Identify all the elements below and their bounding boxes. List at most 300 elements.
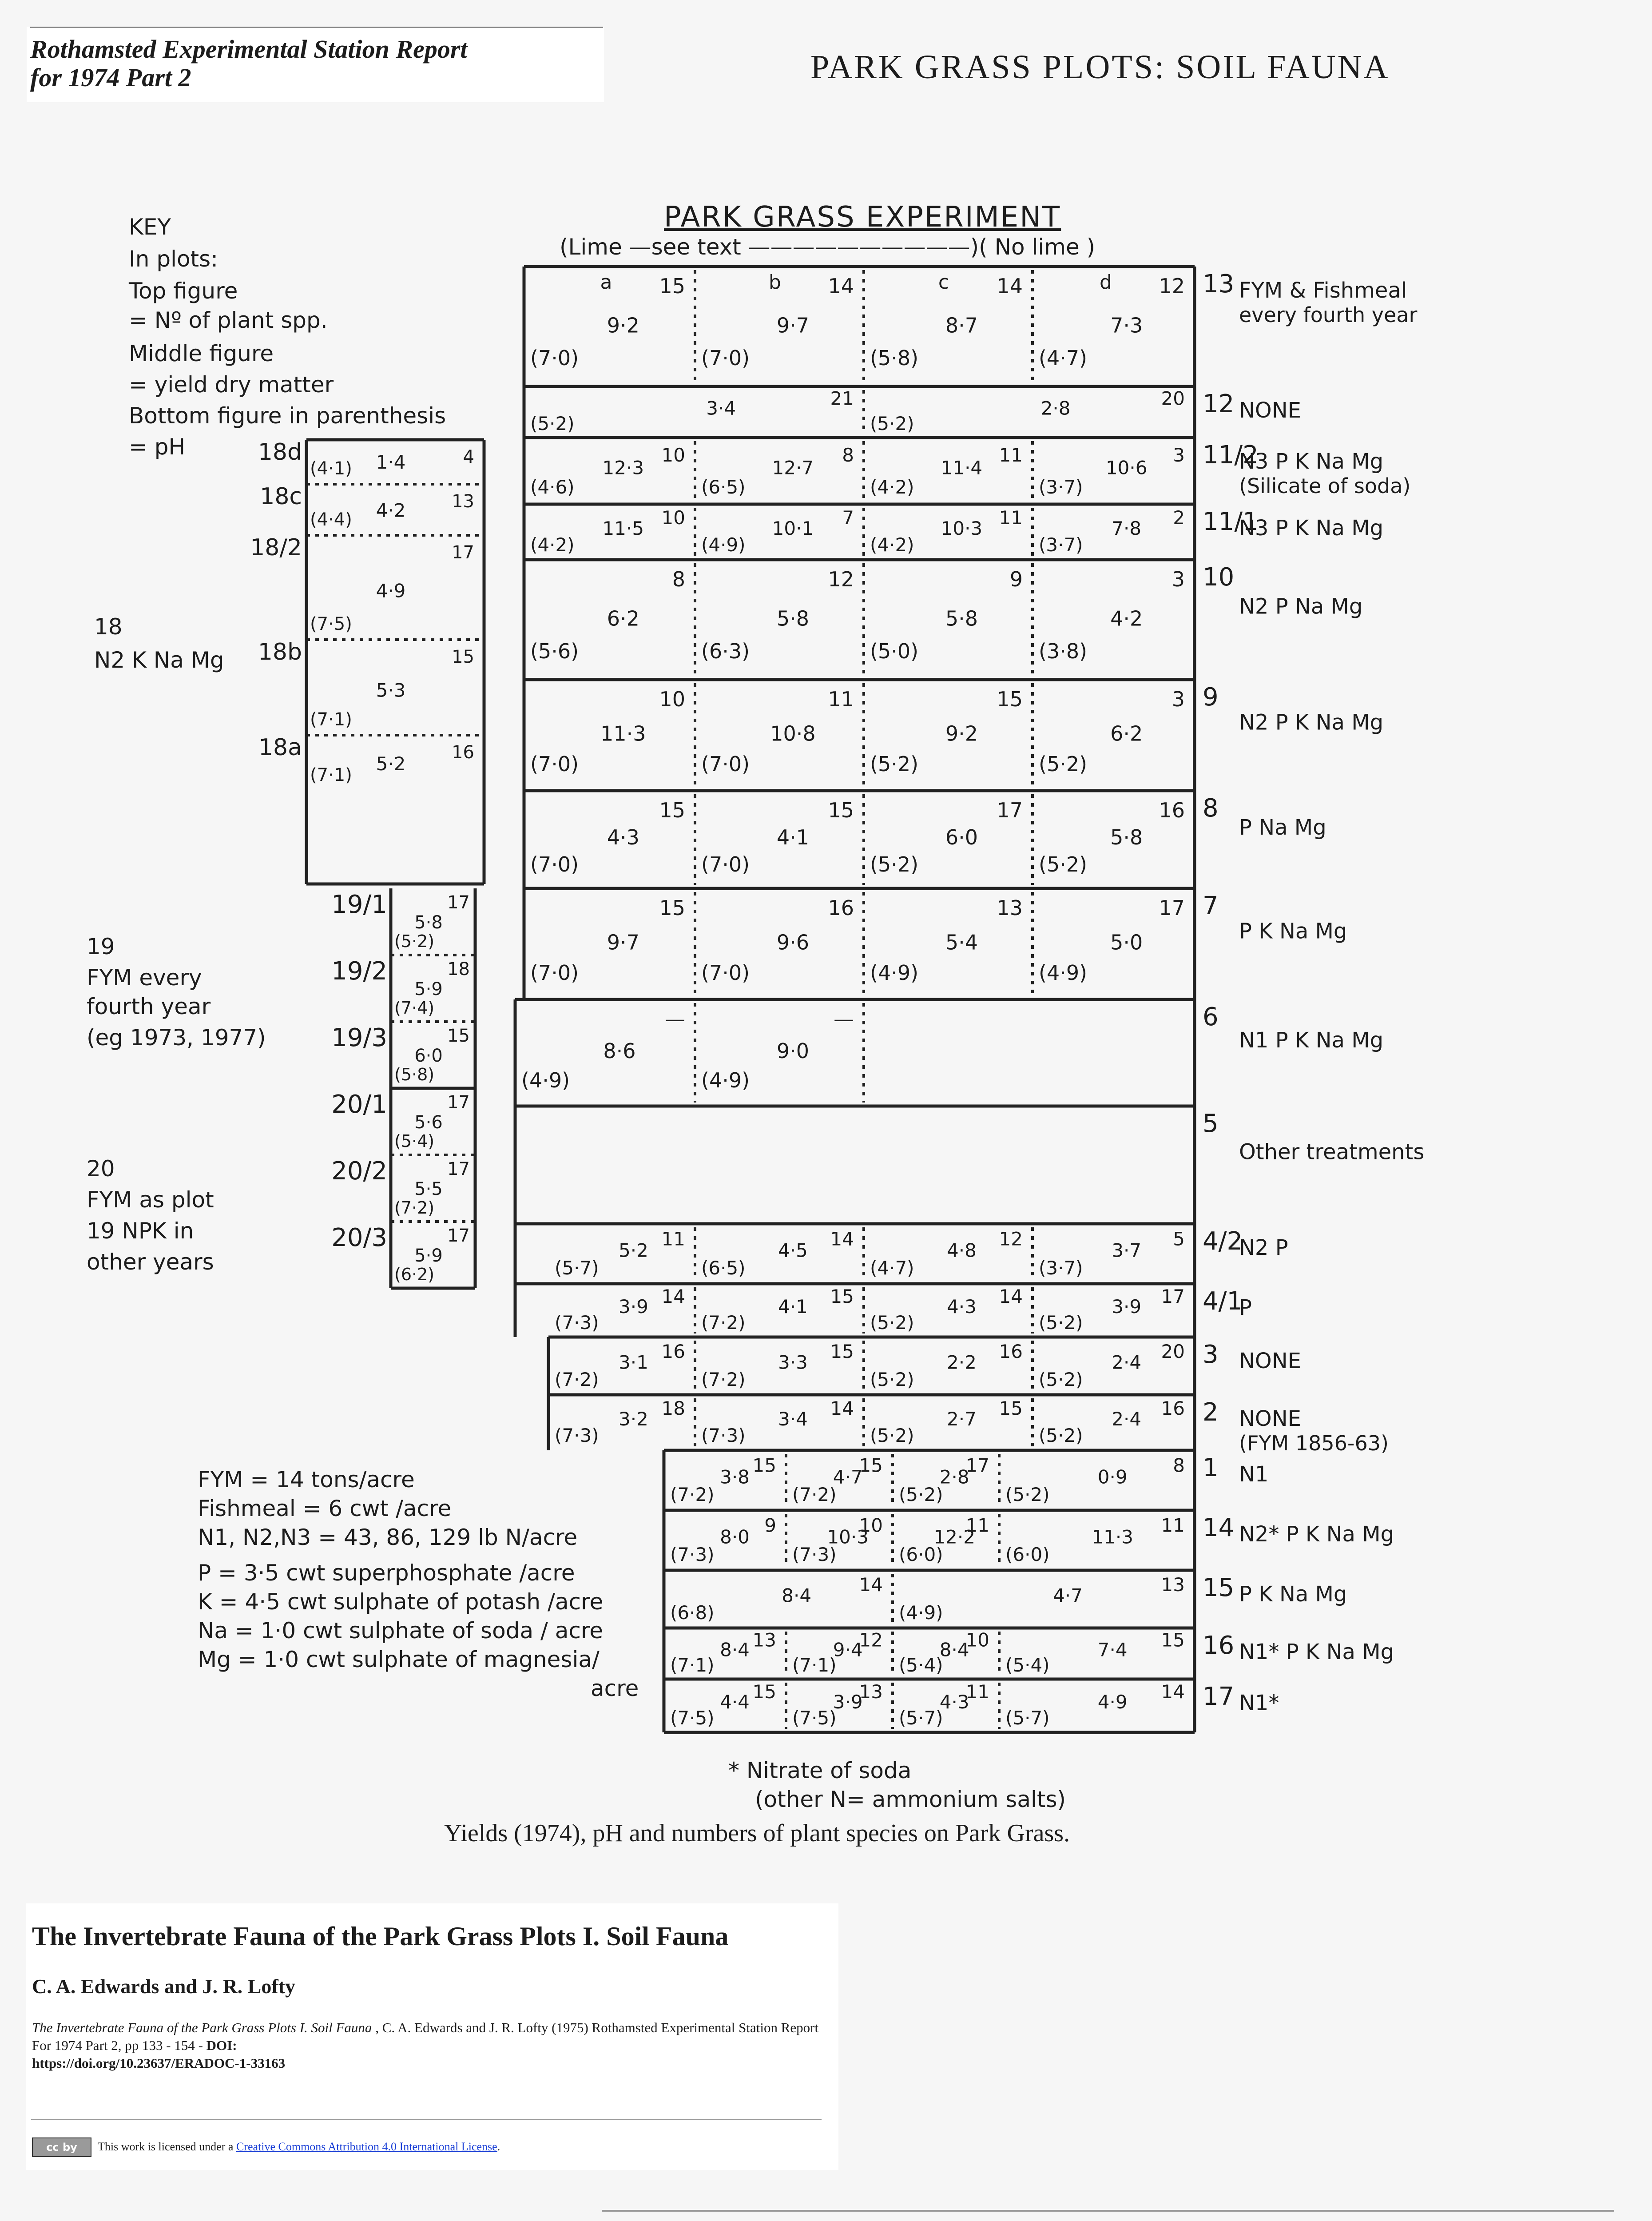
soil-ph: (7·5) — [792, 1707, 837, 1729]
species-count: 11 — [661, 1228, 685, 1250]
species-count: 3 — [1171, 687, 1185, 711]
soil-ph: (7·5) — [670, 1707, 715, 1729]
plot20-desc: other years — [87, 1249, 214, 1275]
subplot-letter-b: b — [769, 271, 781, 294]
soil-ph: (7·3) — [555, 1425, 599, 1446]
soil-ph: (5·2) — [1005, 1484, 1050, 1505]
soil-ph: (5·4) — [394, 1131, 435, 1151]
soil-ph: (5·2) — [899, 1484, 943, 1505]
soil-ph: (7·3) — [555, 1312, 599, 1333]
species-count: 3 — [1171, 567, 1185, 591]
plot-treatment: N1* — [1239, 1691, 1279, 1716]
plot-number: 16 — [1203, 1631, 1235, 1660]
soil-ph: (7·3) — [670, 1544, 715, 1565]
plot-number: 7 — [1203, 892, 1219, 920]
yield-dry-matter: 9·4 — [833, 1639, 863, 1661]
species-count: 15 — [447, 1026, 470, 1046]
plot-number: 6 — [1203, 1003, 1219, 1031]
plot-number: 10 — [1203, 563, 1235, 592]
plot-number: 2 — [1203, 1398, 1219, 1427]
yield-dry-matter: 10·3 — [941, 517, 983, 539]
species-count: 9 — [1009, 567, 1023, 591]
species-count: 17 — [447, 892, 470, 913]
yield-dry-matter: 8·4 — [939, 1639, 969, 1661]
plot-number: 1 — [1203, 1453, 1219, 1482]
plot20-label: 20 — [87, 1156, 115, 1182]
species-count: 17 — [1159, 896, 1185, 920]
license-line — [98, 2140, 500, 2153]
soil-ph: (5·7) — [555, 1257, 599, 1279]
species-count: 15 — [659, 274, 685, 298]
plot-treatment: NONE — [1239, 1349, 1301, 1373]
soil-ph: (5·8) — [394, 1065, 435, 1084]
yield-dry-matter: 7·8 — [1112, 517, 1142, 539]
legend-line: Fishmeal = 6 cwt /acre — [198, 1496, 452, 1521]
yield-dry-matter: 3·9 — [619, 1296, 648, 1317]
yield-dry-matter: 8·6 — [603, 1039, 636, 1063]
species-count: 5 — [1173, 1228, 1185, 1250]
plot-treatment: N2 P — [1239, 1235, 1288, 1260]
soil-ph: (7·0) — [701, 346, 750, 370]
plot18-label: 18 — [94, 614, 123, 640]
key-heading: KEY — [129, 214, 171, 240]
species-count: 13 — [997, 896, 1023, 920]
yield-dry-matter: 0·9 — [1097, 1466, 1128, 1488]
plot-number: 13 — [1203, 270, 1235, 299]
soil-ph: (4·6) — [530, 476, 575, 498]
key-line: = pH — [129, 434, 186, 460]
yield-dry-matter: 10·8 — [770, 721, 816, 746]
yield-dry-matter: 7·4 — [1097, 1639, 1128, 1661]
soil-ph: (4·2) — [870, 534, 914, 556]
species-count: 9 — [764, 1514, 776, 1536]
soil-ph: (5·4) — [1005, 1654, 1050, 1676]
soil-ph: (3·7) — [1039, 476, 1083, 498]
yield-dry-matter: 4·7 — [833, 1466, 863, 1488]
footnote-line1: * Nitrate of soda — [728, 1758, 912, 1783]
species-count: 21 — [830, 387, 854, 410]
side-plot-label: 18d — [258, 439, 302, 466]
species-count: 15 — [1161, 1629, 1185, 1651]
yield-dry-matter: 9·7 — [776, 313, 809, 338]
side-plot-label: 20/3 — [331, 1223, 387, 1252]
article-citation — [32, 2019, 822, 2072]
species-count: 10 — [661, 507, 685, 529]
soil-ph: (6·8) — [670, 1602, 715, 1624]
soil-ph: (4·9) — [701, 534, 746, 556]
legend-line: FYM = 14 tons/acre — [198, 1467, 415, 1493]
legend-line: Mg = 1·0 cwt sulphate of magnesia/ — [198, 1647, 600, 1672]
species-count: 10 — [659, 687, 685, 711]
soil-ph: (4·7) — [1039, 346, 1088, 370]
side-plot-label: 18a — [258, 734, 302, 761]
citation-details: , C. A. Edwards and J. R. Lofty (1975) Rothamsted Experimental Station Report For 1974 Part 2, pp 133 - 154 - — [32, 2020, 819, 2053]
soil-ph: (7·1) — [310, 709, 352, 730]
species-count: — — [665, 1007, 685, 1031]
plot-number: 15 — [1203, 1573, 1235, 1602]
lime-note: (Lime —see text ——————————)( No lime ) — [560, 234, 1096, 260]
species-count: 17 — [997, 798, 1023, 822]
soil-ph: (7·2) — [792, 1484, 837, 1505]
side-plot-label: 18/2 — [250, 534, 302, 561]
side-plot-label: 20/2 — [331, 1157, 387, 1186]
yield-dry-matter: 8·4 — [720, 1639, 750, 1661]
license-rule — [31, 2119, 822, 2120]
yield-dry-matter: 5·8 — [414, 912, 443, 933]
yield-dry-matter: 9·2 — [945, 721, 978, 746]
yield-dry-matter: 5·9 — [414, 1246, 443, 1266]
soil-ph: (4·1) — [310, 458, 352, 479]
yield-dry-matter: 3·4 — [778, 1408, 808, 1430]
article-authors: C. A. Edwards and J. R. Lofty — [32, 1975, 295, 1998]
soil-ph: (6·0) — [1005, 1544, 1050, 1565]
key-line: Top figure — [129, 278, 238, 304]
cc-by-badge[interactable]: cc by — [32, 2137, 91, 2157]
soil-ph: (5·6) — [530, 639, 579, 663]
soil-ph: (5·2) — [1039, 1312, 1083, 1333]
plot-treatment: NONE — [1239, 1406, 1301, 1431]
yield-dry-matter: 3·9 — [1112, 1296, 1142, 1317]
yield-dry-matter: 5·8 — [945, 606, 978, 631]
soil-ph: (7·2) — [394, 1198, 435, 1218]
plot-treatment: N2* P K Na Mg — [1239, 1522, 1394, 1547]
soil-ph: (5·2) — [870, 852, 919, 876]
plot-number: 9 — [1203, 683, 1219, 712]
yield-dry-matter: 4·8 — [947, 1239, 977, 1262]
soil-ph: (7·0) — [530, 752, 579, 776]
yield-dry-matter: 9·7 — [607, 930, 639, 955]
yield-dry-matter: 11·3 — [600, 721, 646, 746]
plot-number: 8 — [1203, 794, 1219, 823]
soil-ph: (5·4) — [899, 1654, 943, 1676]
species-count: 11 — [999, 507, 1023, 529]
plot-treatment-note: (Silicate of soda) — [1239, 474, 1411, 498]
yield-dry-matter: 3·1 — [619, 1351, 648, 1373]
yield-dry-matter: 5·8 — [1110, 825, 1143, 849]
yield-dry-matter: 2·7 — [947, 1408, 977, 1430]
plot-number: 5 — [1203, 1109, 1219, 1138]
yield-dry-matter: 5·2 — [376, 752, 406, 775]
soil-ph: (6·5) — [701, 1257, 746, 1279]
species-count: 15 — [752, 1454, 776, 1477]
key-line: Middle figure — [129, 341, 274, 366]
species-count: 14 — [997, 274, 1023, 298]
yield-dry-matter: 4·4 — [720, 1691, 750, 1713]
yield-dry-matter: 11·4 — [941, 457, 983, 479]
plot-treatment: P K Na Mg — [1239, 1582, 1347, 1607]
subplot-letter-d: d — [1100, 271, 1112, 294]
soil-ph: (7·4) — [394, 998, 435, 1018]
species-count: 20 — [1161, 387, 1185, 410]
soil-ph: (5·2) — [870, 1369, 914, 1390]
soil-ph: (7·3) — [792, 1544, 837, 1565]
species-count: 15 — [859, 1454, 883, 1477]
plot-number: 11/1 — [1203, 507, 1259, 536]
species-count: 15 — [830, 1340, 854, 1362]
plot19-desc: (eg 1973, 1977) — [87, 1025, 266, 1051]
doi-link[interactable]: https://doi.org/10.23637/ERADOC-1-33163 — [32, 2055, 286, 2071]
legend-line: Na = 1·0 cwt sulphate of soda / acre — [198, 1618, 604, 1644]
species-count: 15 — [999, 1397, 1023, 1419]
yield-dry-matter: 4·9 — [1097, 1691, 1128, 1713]
species-count: 3 — [1173, 444, 1185, 466]
soil-ph: (6·3) — [701, 639, 750, 663]
plot19-desc: FYM every — [87, 965, 202, 991]
key-line: Bottom figure in parenthesis — [129, 403, 446, 429]
license-link[interactable]: Creative Commons Attribution 4.0 International License — [236, 2140, 497, 2153]
species-count: 16 — [828, 896, 854, 920]
yield-dry-matter: 4·1 — [778, 1296, 808, 1317]
yield-dry-matter: 10·1 — [772, 517, 814, 539]
yield-dry-matter: 3·9 — [833, 1691, 863, 1713]
soil-ph: (7·1) — [310, 765, 352, 785]
species-count: 17 — [447, 1226, 470, 1246]
soil-ph: (7·0) — [701, 852, 750, 876]
yield-dry-matter: 8·7 — [945, 313, 978, 338]
soil-ph: (4·7) — [870, 1257, 914, 1279]
plot19-desc: fourth year — [87, 994, 211, 1019]
plot-number: 11/2 — [1203, 441, 1259, 470]
article-title: The Invertebrate Fauna of the Park Grass Plots I. Soil Fauna — [32, 1922, 729, 1951]
figure-caption: Yields (1974), pH and numbers of plant species on Park Grass. — [444, 1819, 1070, 1847]
yield-dry-matter: 2·2 — [947, 1351, 977, 1373]
yield-dry-matter: 2·4 — [1112, 1408, 1142, 1430]
soil-ph: (4·2) — [530, 534, 575, 556]
yield-dry-matter: 4·7 — [1053, 1584, 1083, 1607]
plot-number: 14 — [1203, 1513, 1235, 1542]
species-count: 14 — [830, 1397, 854, 1419]
yield-dry-matter: 11·3 — [1092, 1526, 1133, 1548]
yield-dry-matter: 3·4 — [706, 397, 736, 419]
species-count: 12 — [828, 567, 854, 591]
soil-ph: (5·2) — [870, 1312, 914, 1333]
plot-treatment: N1* P K Na Mg — [1239, 1640, 1394, 1664]
yield-dry-matter: 7·3 — [1110, 313, 1143, 338]
plot-treatment: N3 P K Na Mg — [1239, 516, 1384, 541]
soil-ph: (5·2) — [870, 413, 914, 434]
yield-dry-matter: 5·8 — [776, 606, 809, 631]
species-count: 13 — [752, 1629, 776, 1651]
plot-treatment-note: (FYM 1856-63) — [1239, 1431, 1389, 1455]
yield-dry-matter: 12·2 — [933, 1526, 975, 1548]
species-count: 20 — [1161, 1340, 1185, 1362]
key-line: In plots: — [129, 246, 218, 272]
species-count: 14 — [830, 1228, 854, 1250]
side-plot-label: 18b — [258, 639, 302, 665]
soil-ph: (4·9) — [701, 1068, 750, 1092]
plot20-desc: 19 NPK in — [87, 1218, 194, 1244]
species-count: 11 — [965, 1681, 989, 1703]
subplot-letter-a: a — [600, 271, 612, 294]
legend-line: N1, N2,N3 = 43, 86, 129 lb N/acre — [198, 1524, 578, 1550]
species-count: 8 — [672, 567, 685, 591]
soil-ph: (3·7) — [1039, 534, 1083, 556]
citation-title: The Invertebrate Fauna of the Park Grass Plots I. Soil Fauna — [32, 2020, 372, 2035]
soil-ph: (5·7) — [899, 1707, 943, 1729]
soil-ph: (7·3) — [701, 1425, 746, 1446]
yield-dry-matter: 6·0 — [414, 1046, 443, 1066]
species-count: 17 — [452, 542, 474, 563]
plot-number: 12 — [1203, 390, 1235, 418]
species-count: 16 — [1159, 798, 1185, 822]
yield-dry-matter: 3·7 — [1112, 1239, 1142, 1262]
yield-dry-matter: 5·3 — [376, 679, 406, 701]
plot-treatment: N1 P K Na Mg — [1239, 1028, 1384, 1053]
yield-dry-matter: 3·2 — [619, 1408, 648, 1430]
species-count: 16 — [1161, 1397, 1185, 1419]
species-count: 15 — [828, 798, 854, 822]
soil-ph: (7·2) — [701, 1369, 746, 1390]
soil-ph: (5·7) — [1005, 1707, 1050, 1729]
species-count: 18 — [661, 1397, 685, 1419]
yield-dry-matter: 4·3 — [947, 1296, 977, 1317]
species-count: 14 — [828, 274, 854, 298]
yield-dry-matter: 2·8 — [1040, 397, 1071, 419]
legend-line: K = 4·5 cwt sulphate of potash /acre — [198, 1589, 604, 1615]
species-count: 17 — [1161, 1286, 1185, 1308]
soil-ph: (4·9) — [899, 1602, 943, 1624]
yield-dry-matter: 4·2 — [1110, 606, 1143, 631]
species-count: 16 — [999, 1340, 1023, 1362]
plot-treatment: N1 — [1239, 1462, 1269, 1487]
yield-dry-matter: 10·6 — [1105, 457, 1148, 479]
plot-treatment: N3 P K Na Mg — [1239, 449, 1384, 474]
species-count: 8 — [842, 444, 854, 466]
species-count: 13 — [1161, 1573, 1185, 1596]
plot-number: 3 — [1203, 1340, 1219, 1369]
yield-dry-matter: 4·3 — [939, 1691, 969, 1713]
soil-ph: (4·9) — [870, 961, 919, 985]
species-count: 12 — [859, 1629, 883, 1651]
species-count: 12 — [1159, 274, 1185, 298]
yield-dry-matter: 4·1 — [776, 825, 809, 849]
soil-ph: (7·0) — [701, 752, 750, 776]
yield-dry-matter: 4·9 — [376, 580, 406, 602]
plot-treatment: FYM & Fishmeal — [1239, 278, 1407, 303]
key-line: = yield dry matter — [129, 372, 334, 398]
yield-dry-matter: 6·2 — [607, 606, 639, 631]
plot-number: 4/2 — [1203, 1227, 1243, 1256]
soil-ph: (7·2) — [670, 1484, 715, 1505]
soil-ph: (5·0) — [870, 639, 919, 663]
report-title-line1: Rothamsted Experimental Station Report — [30, 35, 468, 64]
yield-dry-matter: 10·3 — [827, 1526, 869, 1548]
yield-dry-matter: 4·3 — [607, 825, 639, 849]
soil-ph: (7·1) — [792, 1654, 837, 1676]
soil-ph: (5·2) — [870, 752, 919, 776]
species-count: 16 — [661, 1340, 685, 1362]
plot-treatment: P K Na Mg — [1239, 919, 1347, 944]
soil-ph: (5·2) — [870, 1425, 914, 1446]
soil-ph: (4·2) — [870, 476, 914, 498]
footnote-line2: (other N= ammonium salts) — [755, 1787, 1066, 1812]
bottom-rule — [602, 2210, 1614, 2212]
soil-ph: (5·2) — [1039, 1425, 1083, 1446]
species-count: 11 — [965, 1514, 989, 1536]
species-count: 18 — [447, 959, 470, 979]
doi-label: DOI: — [206, 2038, 237, 2053]
report-title-line2: for 1974 Part 2 — [30, 63, 191, 92]
plot-treatment: N2 P Na Mg — [1239, 594, 1363, 619]
side-plot-label: 20/1 — [331, 1090, 387, 1119]
plot-treatment: N2 P K Na Mg — [1239, 710, 1384, 735]
species-count: 15 — [452, 647, 474, 667]
side-plot-label: 19/3 — [331, 1023, 387, 1052]
species-count: 8 — [1173, 1454, 1185, 1477]
yield-dry-matter: 5·4 — [945, 930, 978, 955]
yield-dry-matter: 9·6 — [776, 930, 809, 955]
yield-dry-matter: 12·3 — [602, 457, 644, 479]
soil-ph: (5·8) — [870, 346, 919, 370]
figure-title: PARK GRASS EXPERIMENT — [664, 201, 1061, 234]
yield-dry-matter: 2·8 — [939, 1466, 969, 1488]
species-count: 10 — [859, 1514, 883, 1536]
soil-ph: (3·7) — [1039, 1257, 1083, 1279]
species-count: 11 — [828, 687, 854, 711]
yield-dry-matter: 11·5 — [602, 517, 644, 539]
soil-ph: (7·0) — [530, 961, 579, 985]
yield-dry-matter: 4·5 — [778, 1239, 808, 1262]
license-text: This work is licensed under a — [98, 2140, 236, 2153]
species-count: 16 — [452, 742, 474, 763]
soil-ph: (7·2) — [555, 1369, 599, 1390]
species-count: 14 — [661, 1286, 685, 1308]
soil-ph: (5·2) — [1039, 852, 1088, 876]
yield-dry-matter: 5·9 — [414, 979, 443, 999]
soil-ph: (6·2) — [394, 1265, 435, 1284]
soil-ph: (7·0) — [701, 961, 750, 985]
species-count: 15 — [659, 798, 685, 822]
yield-dry-matter: 2·4 — [1112, 1351, 1142, 1373]
soil-ph: (4·9) — [521, 1068, 570, 1092]
species-count: 10 — [965, 1629, 989, 1651]
license-end: . — [497, 2140, 500, 2153]
plot-treatment-note: every fourth year — [1239, 303, 1418, 327]
soil-ph: (7·2) — [701, 1312, 746, 1333]
species-count: 15 — [752, 1681, 776, 1703]
yield-dry-matter: 8·0 — [720, 1526, 750, 1548]
side-plot-label: 19/1 — [331, 890, 387, 919]
soil-ph: (3·8) — [1039, 639, 1088, 663]
subplot-letter-c: c — [938, 271, 949, 294]
yield-dry-matter: 5·6 — [414, 1112, 443, 1133]
species-count: 14 — [999, 1286, 1023, 1308]
side-plot-label: 18c — [260, 483, 302, 510]
species-count: 17 — [447, 1159, 470, 1179]
plot-treatment: P — [1239, 1295, 1252, 1320]
plot-number: 4/1 — [1203, 1287, 1243, 1316]
yield-dry-matter: 3·3 — [778, 1351, 808, 1373]
key-line: = Nº of plant spp. — [129, 307, 328, 333]
species-count: — — [834, 1007, 854, 1031]
species-count: 11 — [1161, 1514, 1185, 1536]
yield-dry-matter: 5·5 — [414, 1179, 443, 1199]
yield-dry-matter: 5·2 — [619, 1239, 648, 1262]
species-count: 13 — [859, 1681, 883, 1703]
yield-dry-matter: 1·4 — [376, 451, 406, 473]
yield-dry-matter: 6·0 — [945, 825, 978, 849]
soil-ph: (7·0) — [530, 852, 579, 876]
plot-number: 17 — [1203, 1682, 1235, 1711]
species-count: 13 — [452, 491, 474, 512]
species-count: 7 — [842, 507, 854, 529]
yield-dry-matter: 8·4 — [782, 1584, 812, 1607]
species-count: 15 — [830, 1286, 854, 1308]
plot18-treatment: N2 K Na Mg — [94, 647, 224, 673]
plot-treatment: Other treatments — [1239, 1139, 1425, 1165]
soil-ph: (5·2) — [394, 931, 435, 951]
soil-ph: (4·9) — [1039, 961, 1088, 985]
